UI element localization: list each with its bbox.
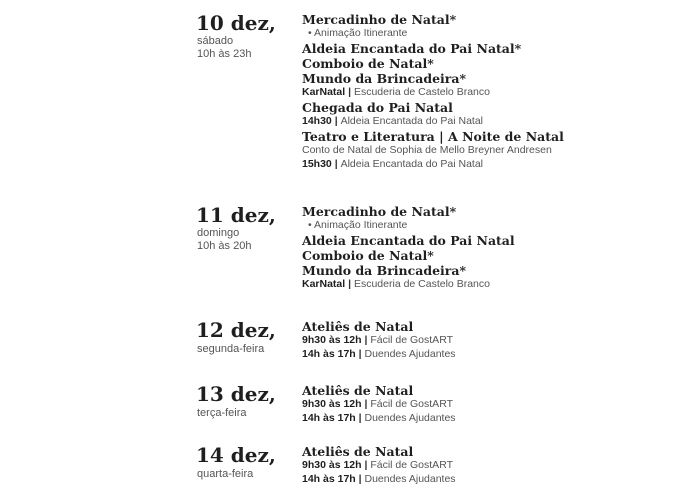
day-date: 14 dez, bbox=[196, 443, 276, 467]
separator: | bbox=[361, 459, 371, 471]
day-weekday: terça-feira bbox=[197, 407, 247, 419]
event-title: Mercadinho de Natal* bbox=[302, 12, 457, 27]
event-detail bbox=[302, 412, 692, 424]
event-detail-place: Fácil de GostART bbox=[370, 459, 453, 471]
event-subitem: • Animação Itinerante bbox=[308, 27, 408, 39]
event-detail-place: Duendes Ajudantes bbox=[364, 412, 456, 424]
event-title: Mercadinho de Natal* bbox=[302, 204, 457, 219]
event-detail-time: KarNatal bbox=[302, 86, 346, 98]
separator: | bbox=[361, 334, 371, 346]
event-description: Conto de Natal de Sophia de Mello Breyner Andresen bbox=[302, 144, 552, 156]
event-list bbox=[302, 12, 692, 172]
event-title: Aldeia Encantada do Pai Natal* bbox=[302, 41, 522, 56]
event-list bbox=[302, 383, 692, 426]
event-detail-time: KarNatal bbox=[302, 278, 346, 290]
event-detail bbox=[302, 86, 692, 98]
event-detail-time: 14h às 17h bbox=[302, 412, 356, 424]
event-detail-place: Duendes Ajudantes bbox=[364, 473, 456, 485]
day-date: 12 dez, bbox=[196, 318, 276, 342]
event-detail-place: Fácil de GostART bbox=[370, 334, 453, 346]
day-weekday: segunda-feira bbox=[197, 343, 265, 355]
event-detail-time: 14h às 17h bbox=[302, 473, 356, 485]
event-title: Ateliês de Natal bbox=[302, 319, 414, 334]
day-date: 10 dez, bbox=[196, 11, 276, 35]
day-date: 11 dez, bbox=[196, 203, 276, 227]
separator: | bbox=[331, 158, 341, 170]
event-detail bbox=[302, 158, 692, 170]
event-title: Comboio de Natal* bbox=[302, 56, 434, 71]
day-hours: 10h às 20h bbox=[197, 240, 252, 252]
event-detail-time: 9h30 às 12h bbox=[302, 334, 362, 346]
day-weekday: domingo bbox=[197, 227, 240, 239]
event-detail bbox=[302, 278, 692, 290]
separator: | bbox=[345, 278, 354, 290]
separator: | bbox=[331, 115, 341, 127]
day-weekday: sábado bbox=[197, 35, 234, 47]
event-list bbox=[302, 444, 692, 487]
event-detail-place: Aldeia Encantada do Pai Natal bbox=[340, 115, 483, 127]
event-detail-time: 14h30 bbox=[302, 115, 332, 127]
event-title: Chegada do Pai Natal bbox=[302, 100, 453, 115]
event-detail bbox=[302, 334, 692, 346]
event-detail-time: 9h30 às 12h bbox=[302, 459, 362, 471]
day-date: 13 dez, bbox=[196, 382, 276, 406]
separator: | bbox=[355, 412, 365, 424]
event-subitem: • Animação Itinerante bbox=[308, 219, 408, 231]
event-detail bbox=[302, 115, 692, 127]
event-detail-place: Duendes Ajudantes bbox=[364, 348, 456, 360]
event-list bbox=[302, 204, 692, 292]
event-detail bbox=[302, 473, 692, 485]
event-detail-place: Aldeia Encantada do Pai Natal bbox=[340, 158, 483, 170]
event-detail bbox=[302, 398, 692, 410]
event-detail-time: 14h às 17h bbox=[302, 348, 356, 360]
event-detail-time: 15h30 bbox=[302, 158, 332, 170]
separator: | bbox=[361, 398, 371, 410]
separator: | bbox=[355, 473, 365, 485]
event-detail-place: Escuderia de Castelo Branco bbox=[353, 278, 490, 290]
separator: | bbox=[355, 348, 365, 360]
day-weekday: quarta-feira bbox=[197, 468, 254, 480]
event-detail bbox=[302, 348, 692, 360]
event-title: Teatro e Literatura | A Noite de Natal bbox=[302, 129, 564, 144]
event-title: Mundo da Brincadeira* bbox=[302, 263, 466, 278]
event-title: Ateliês de Natal bbox=[302, 383, 414, 398]
event-detail bbox=[302, 459, 692, 471]
event-detail-time: 9h30 às 12h bbox=[302, 398, 362, 410]
event-title: Aldeia Encantada do Pai Natal bbox=[302, 233, 515, 248]
event-title: Mundo da Brincadeira* bbox=[302, 71, 466, 86]
event-title: Ateliês de Natal bbox=[302, 444, 414, 459]
event-title: Comboio de Natal* bbox=[302, 248, 434, 263]
event-detail-place: Fácil de GostART bbox=[370, 398, 453, 410]
separator: | bbox=[345, 86, 354, 98]
event-detail-place: Escuderia de Castelo Branco bbox=[353, 86, 490, 98]
day-hours: 10h às 23h bbox=[197, 48, 252, 60]
event-list bbox=[302, 319, 692, 362]
